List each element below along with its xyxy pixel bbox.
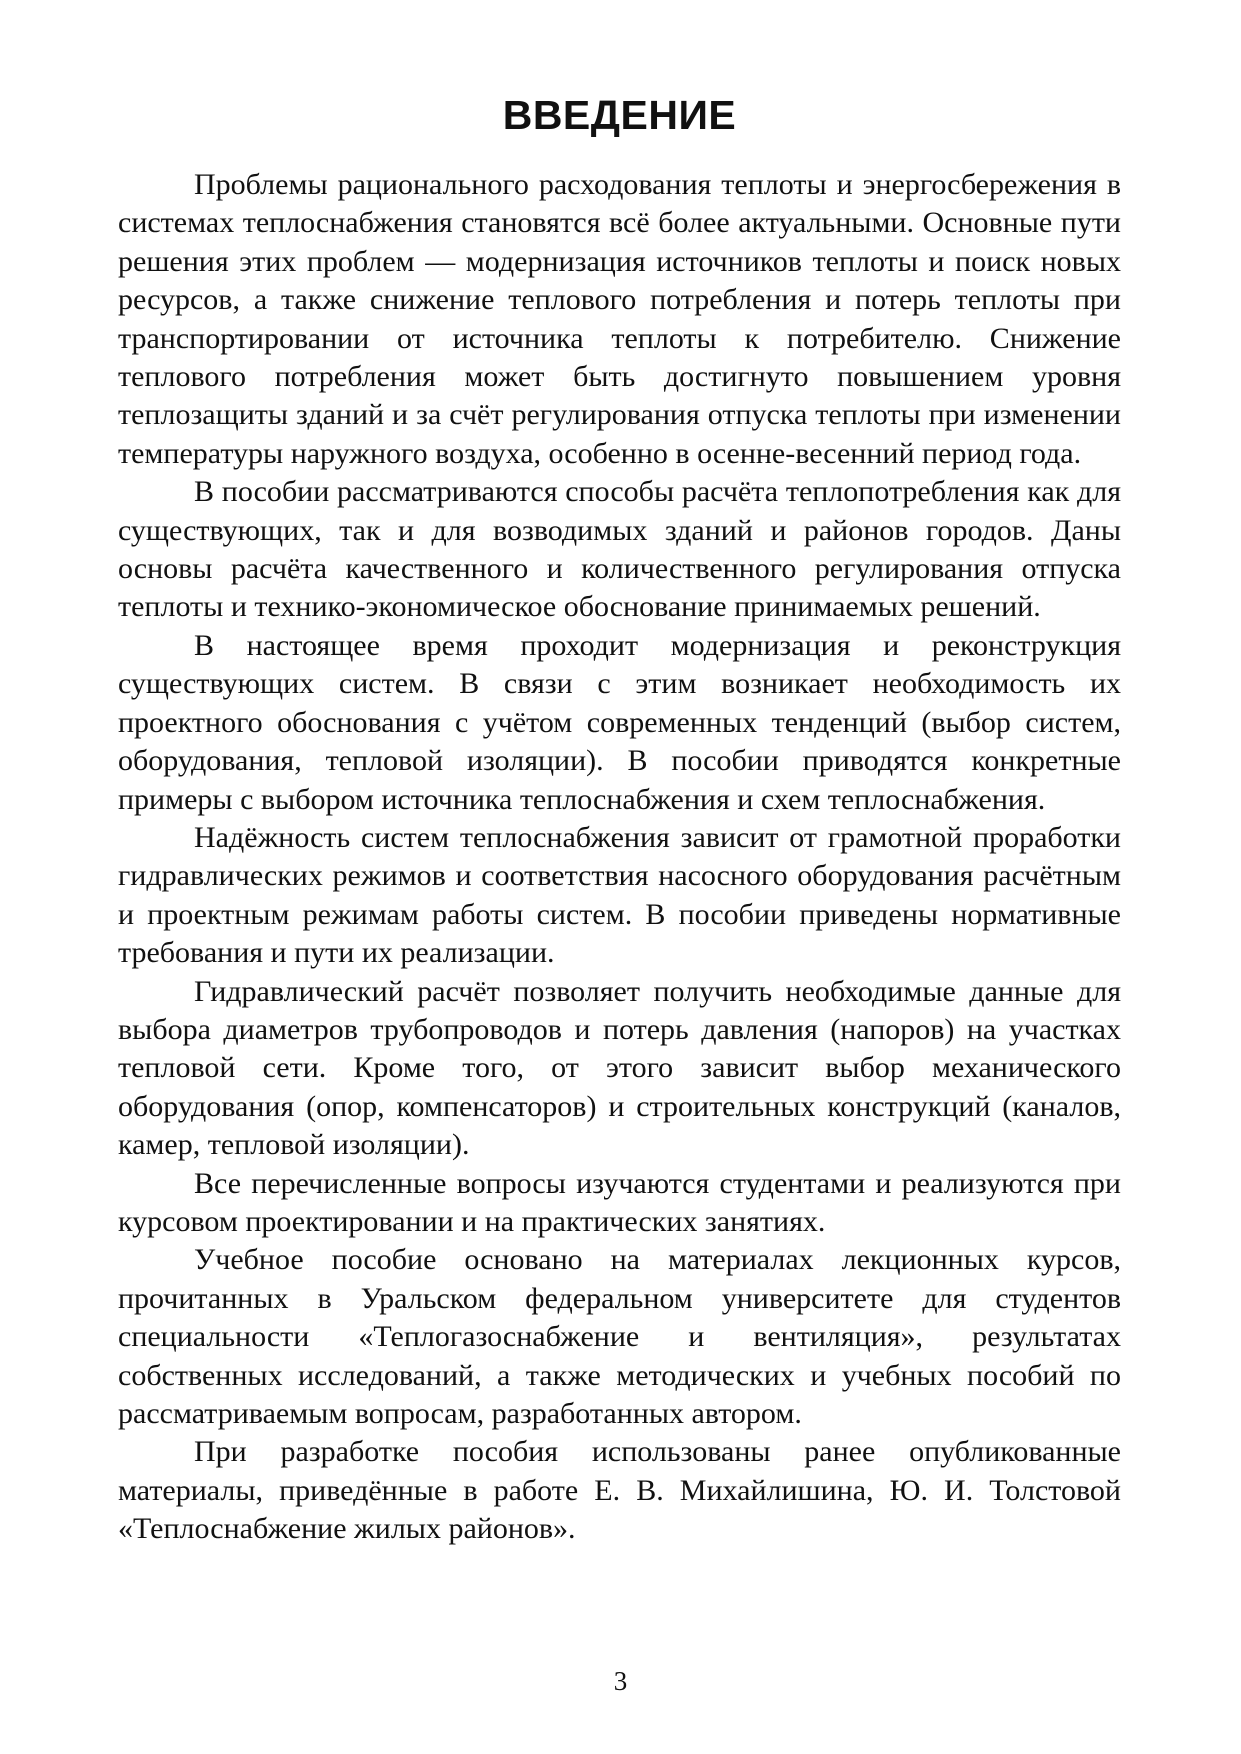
page-number: 3 — [613, 1666, 628, 1696]
paragraph-6: Все перечисленные вопросы изучаются студентами и реализуются при курсовом проектировании и на практических занятиях. — [118, 1166, 1121, 1238]
paragraph-4: Надёжность систем теплоснабжения зависит от грамотной проработки гидравлических режимов и соответствия насосного оборудования расчётным и проектным режимам работы систем. В пособии приведены нормативные требования и пути их реализации. — [118, 820, 1121, 970]
paragraph-2: В пособии рассматриваются способы расчёта теплопотребления как для существующих, так и для возводимых зданий и районов городов. Даны основы расчёта качественного и количественного регулирования отпуска теплоты и технико-экономическое обоснование принимаемых решений. — [118, 475, 1121, 624]
paragraph-1: Проблемы рационального расходования теплоты и энергосбережения в системах теплоснабжения становятся всё более актуальными. Основные пути решения этих проблем — модернизация источников теплоты и поиск новых ресурсов, а также снижение теплового потребления и потерь теплоты при транспортировании от источника теплоты к потребителю. Снижение теплового потребления может быть достигнуто повышением уровня теплозащиты зданий и за счёт регулирования отпуска теплоты при изменении температуры наружного воздуха, особенно в осенне-весенний период года. — [118, 168, 1121, 470]
paragraph-8: При разработке пособия использованы ранее опубликованные материалы, приведённые в работе Е. В. Михайлишина, Ю. И. Толстовой «Теплоснабжение жилых районов». — [118, 1435, 1121, 1546]
document-page — [118, 82, 1121, 1549]
paragraph-5: Гидравлический расчёт позволяет получить необходимые данные для выбора диаметров трубопроводов и потерь давления (напоров) на участках тепловой сети. Кроме того, от этого зависит выбор механического оборудования (опор, компенсаторов) и строительных конструкций (каналов, камер, тепловой изоляции). — [118, 974, 1121, 1162]
paragraph-3: В настоящее время проходит модернизация и реконструкция существующих систем. В связи с этим возникает необходимость их проектного обоснования с учётом современных тенденций (выбор систем, оборудования, тепловой изоляции). В пособии приводятся конкретные примеры с выбором источника теплоснабжения и схем теплоснабжения. — [118, 628, 1121, 816]
page-title: ВВЕДЕНИЕ — [502, 92, 737, 138]
paragraph-7: Учебное пособие основано на материалах лекционных курсов, прочитанных в Уральском федеральном университете для студентов специальности «Теплогазоснабжение и вентиляция», результатах собственных исследований, а также методических и учебных пособий по рассматриваемым вопросам, разработанных автором. — [118, 1243, 1121, 1430]
